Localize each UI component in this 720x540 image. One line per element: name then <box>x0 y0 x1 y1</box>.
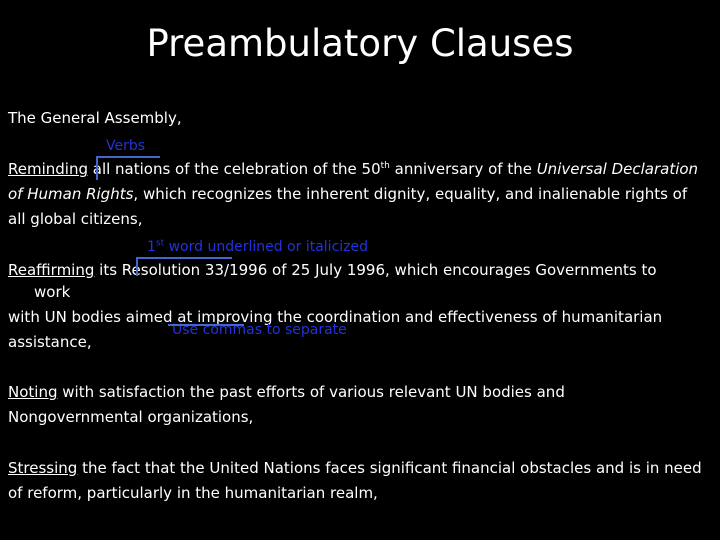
reminding-text-1a: all nations of the celebration of the 50 <box>87 160 381 178</box>
clause-reminding-line-1 <box>8 160 698 178</box>
clause-reminding-line-2 <box>8 185 687 203</box>
annotation-first-word-text: 1st word underlined or italicized <box>147 238 369 255</box>
verb-reminding: Reminding <box>8 160 88 178</box>
clause-reaffirming-line-2: work <box>34 283 71 301</box>
clause-noting-line-2: Nongovernmental organizations, <box>8 408 254 426</box>
annotation-first-word <box>147 238 368 255</box>
annotation-verbs: Verbs <box>106 138 146 154</box>
clause-stressing-line-1 <box>8 459 702 477</box>
clause-stressing-line-2: of reform, particularly in the humanitarian realm, <box>8 484 378 502</box>
reminding-text-1b: anniversary of the <box>389 160 537 178</box>
stressing-text-1: the fact that the United Nations faces significant financial obstacles and is in need <box>77 459 702 477</box>
reminding-text-1c: Universal Declaration <box>536 160 699 178</box>
clause-reaffirming-line-1 <box>8 261 657 279</box>
clause-reminding-line-3: all global citizens, <box>8 210 143 228</box>
slide-title: Preambulatory Clauses <box>146 22 574 65</box>
clause-reaffirming-line-4: assistance, <box>8 333 92 351</box>
reminding-text-2b: , which recognizes the inherent dignity, equality, and inalienable rights of <box>133 185 688 203</box>
clause-reaffirming-line-3: with UN bodies aimed at improving the coordination and effectiveness of humanitarian <box>8 308 663 326</box>
opening-line: The General Assembly, <box>8 109 182 127</box>
verb-stressing: Stressing <box>8 459 78 477</box>
reaffirming-text-1: its Resolution 33/1996 of 25 July 1996, which encourages Governments to <box>94 261 657 279</box>
verb-noting: Noting <box>8 383 58 401</box>
annotation-commas: Use commas to separate <box>172 322 347 338</box>
reminding-superscript: th <box>380 161 390 171</box>
clause-noting-line-1 <box>8 383 565 401</box>
reminding-text-2a: of Human Rights <box>8 185 134 203</box>
verb-reaffirming: Reaffirming <box>8 261 95 279</box>
noting-text-1: with satisfaction the past efforts of various relevant UN bodies and <box>57 383 565 401</box>
